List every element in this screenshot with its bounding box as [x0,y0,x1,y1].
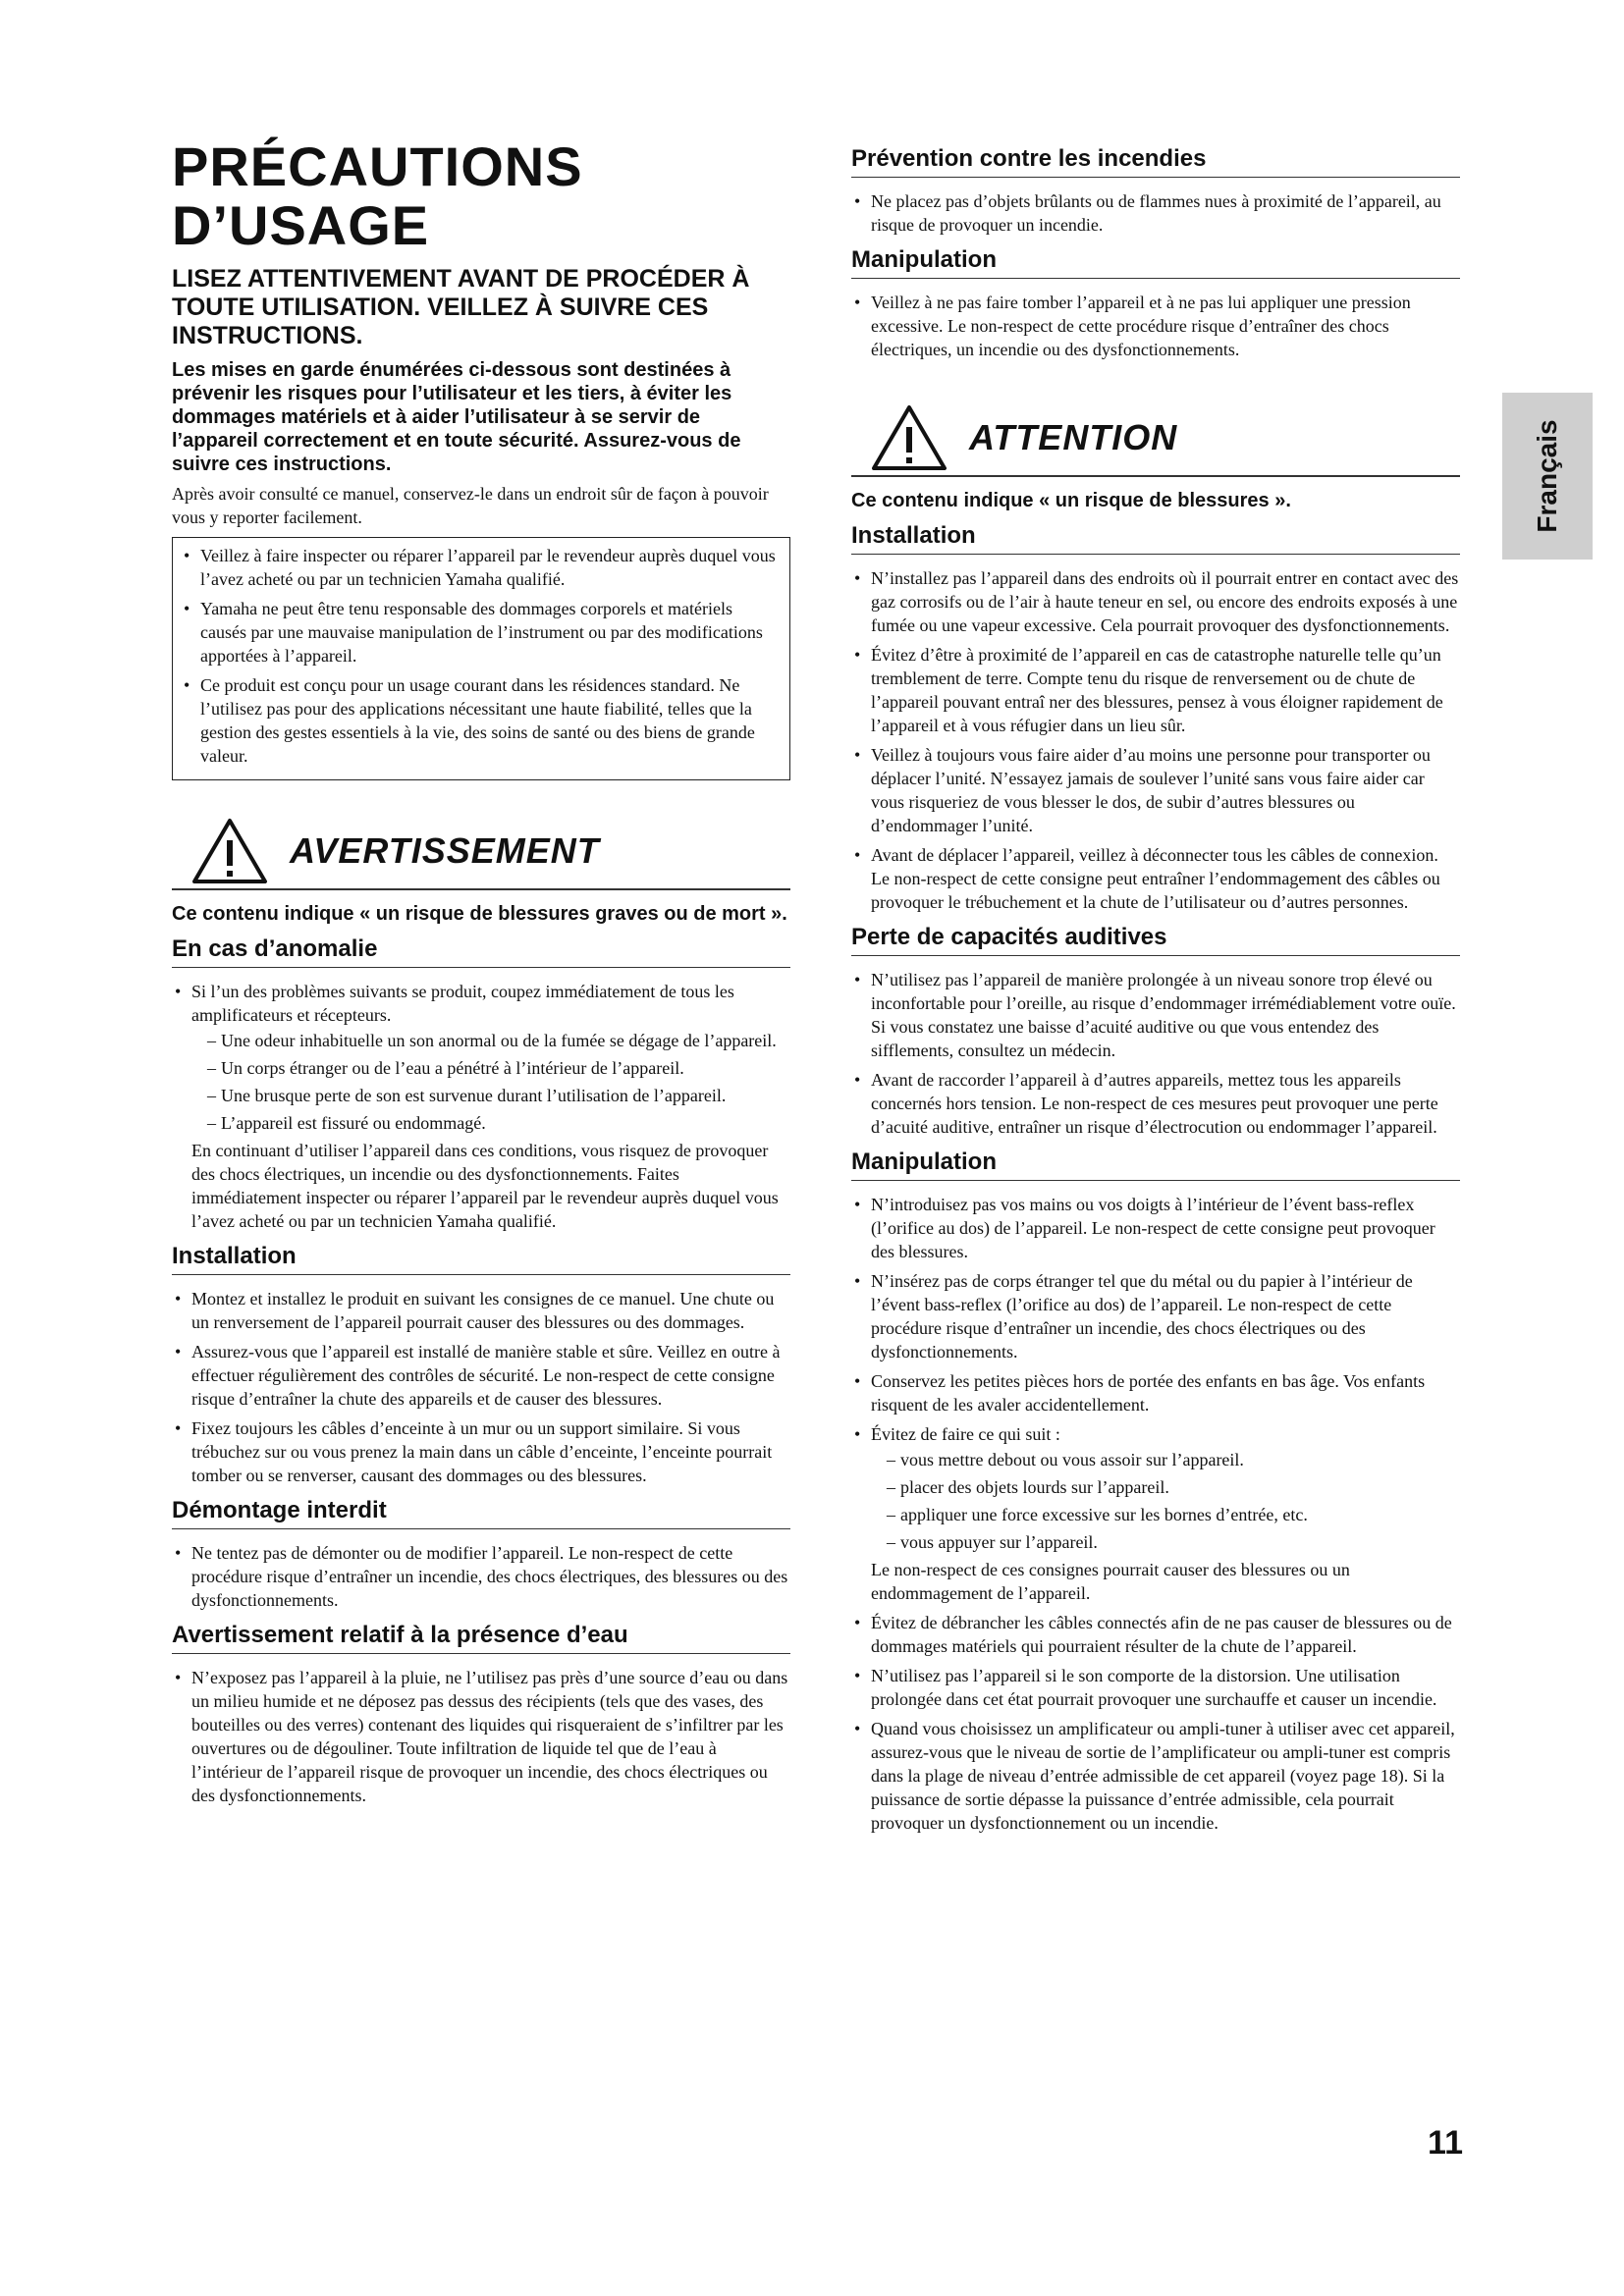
section-heading: En cas d’anomalie [172,935,790,968]
section-heading: Avertissement relatif à la présence d’eau [172,1622,790,1654]
section-heading: Manipulation [851,246,1460,279]
list-item: • Veillez à toujours vous faire aider d’au moins une personne pour transporter ou déplacer l’unité. N’essayez jamais de soulever l’unité sans vous faire aider car vous risqueriez de vous blesser le dos, de subir d’autres blessures ou d’endommager l’unité. [851,743,1460,837]
dash-item: – vous mettre debout ou vous assoir sur l’appareil. [871,1448,1460,1471]
list-item: • N’utilisez pas l’appareil de manière prolongée à un niveau sonore trop élevé ou inconfortable pour l’oreille, au risque d’endommager irrémédiablement votre ouïe. Si vous constatez une baisse d’acuité auditive ou que vous entendez des sifflements, consultez un médecin. [851,968,1460,1062]
dash-item: – L’appareil est fissuré ou endommagé. [191,1111,790,1135]
dash-item: – Une odeur inhabituelle un son anormal ou de la fumée se dégage de l’appareil. [191,1029,790,1052]
info-box [172,537,790,780]
caution-triangle-icon [871,403,947,472]
list-item: • Veillez à ne pas faire tomber l’appareil et à ne pas lui appliquer une pression excessive. Le non-respect de cette procédure risque d’entraîner des chocs électriques, un incendie ou des dysfonctionnements. [851,291,1460,361]
list-item: • Fixez toujours les câbles d’enceinte à un mur ou un support similaire. Si vous trébuchez sur ou vous prenez la main dans un câble d’enceinte, l’enceinte pourrait tomber ou se renverser, causant des dommages ou des blessures. [172,1416,790,1487]
list-item [172,980,790,1233]
list-item: • Avant de déplacer l’appareil, veillez à déconnecter tous les câbles de connexion. Le non-respect de cette consigne peut entraîner l’endommagement des câbles ou provoquer le trébuchement et la chute de l’utilisateur ou d’autres personnes. [851,843,1460,914]
warning-title: AVERTISSEMENT [290,830,600,871]
section-heading: Installation [172,1243,790,1275]
list-item: • Assurez-vous que l’appareil est installé de manière stable et sûre. Veillez en outre à effectuer régulièrement des contrôles de sécurité. Le non-respect de cette consigne risque d’entraîner la chute des appareils et de causer des blessures. [172,1340,790,1411]
list-item: • Avant de raccorder l’appareil à d’autres appareils, mettez tous les appareils concernés hors tension. Le non-respect de ces mesures peut provoquer une perte d’acuité auditive, entraîner un risque d’électrocution ou endommager l’appareil. [851,1068,1460,1139]
page-title: PRÉCAUTIONS D’USAGE [172,135,583,256]
list-item-text: Le non-respect de ces consignes pourrait causer des blessures ou un endommagement de l’appareil. [871,1560,1350,1603]
list-item: • Évitez de débrancher les câbles connectés afin de ne pas causer de blessures ou de dommages matériels qui pourraient résulter de la chute de l’appareil. [851,1611,1460,1658]
section-heading: Manipulation [851,1148,1460,1181]
list-item: • N’introduisez pas vos mains ou vos doigts à l’intérieur de l’évent bass-reflex (l’orifice au dos) de l’appareil. Le non-respect de cette consigne peut provoquer des blessures. [851,1193,1460,1263]
warning-lead: Ce contenu indique « un risque de blessures graves ou de mort ». [172,903,787,925]
list-item: • Quand vous choisissez un amplificateur ou ampli-tuner à utiliser avec cet appareil, assurez-vous que le niveau de sortie de l’amplificateur ou ampli-tuner est compris dans la plage de niveau d’entrée admissible de cet appareil (voyez page 18). Si la puissance de sortie dépasse la puissance d’entrée admissible, cela pourrait provoquer un dysfonctionnement ou un incendie. [851,1717,1460,1835]
left-column [172,137,790,1813]
list-item [851,1422,1460,1605]
list-item: • Ce produit est conçu pour un usage courant dans les résidences standard. Ne l’utilisez pas pour des applications nécessitant une haute fiabilité, telles que la gestion des gestes essentiels à la vie, des soins de santé ou des biens de grande valeur. [181,673,780,768]
list-item: • Conservez les petites pièces hors de portée des enfants en bas âge. Vos enfants risquent de les avaler accidentellement. [851,1369,1460,1416]
warning-header [172,814,790,890]
attention-title: ATTENTION [969,417,1178,457]
list-item: • Évitez d’être à proximité de l’appareil en cas de catastrophe naturelle telle qu’un tremblement de terre. Compte tenu du risque de renversement ou de chute de l’appareil pouvant entraî ner des blessures, pensez à vous éloigner rapidement de l’appareil et à vous réfugier dans un lieu sûr. [851,643,1460,737]
list-item: • N’utilisez pas l’appareil si le son comporte de la distorsion. Une utilisation prolongée dans cet état pourrait provoquer une surchauffe et causer un incendie. [851,1664,1460,1711]
page-number: 11 [1428,2124,1463,2162]
subtitle: LISEZ ATTENTIVEMENT AVANT DE PROCÉDER À TOUTE UTILISATION. VEILLEZ À SUIVRE CES INSTRUCTIONS. [172,265,750,349]
list-item: • Yamaha ne peut être tenu responsable des dommages corporels et matériels causés par une mauvaise manipulation de l’instrument ou par des modifications apportées à l’appareil. [181,597,780,667]
language-tab [1502,393,1593,560]
attention-header [851,400,1460,477]
section-heading: Installation [851,522,1460,555]
list-item: • N’insérez pas de corps étranger tel que du métal ou du papier à l’intérieur de l’évent bass-reflex (l’orifice au dos) de l’appareil. Le non-respect de cette procédure risque d’entraîner un incendie, des chocs électriques ou des dysfonctionnements. [851,1269,1460,1363]
dash-item: – Un corps étranger ou de l’eau a pénétré à l’intérieur de l’appareil. [191,1056,790,1080]
list-item-text: En continuant d’utiliser l’appareil dans ces conditions, vous risquez de provoquer des chocs électriques, un incendie ou des dysfonctionnements. Faites immédiatement inspecter ou réparer l’appareil par le revendeur auprès duquel vous l’avez acheté ou par un technicien Yamaha qualifié. [191,1141,779,1231]
list-item-text: Évitez de faire ce qui suit : [871,1424,1060,1444]
list-item: • Ne placez pas d’objets brûlants ou de flammes nues à proximité de l’appareil, au risque de provoquer un incendie. [851,189,1460,237]
right-column [851,137,1460,1841]
intro-text: Les mises en garde énumérées ci-dessous sont destinées à prévenir les risques pour l’utilisateur et les tiers, à éviter les dommages matériels et à aider l’utilisateur à se servir de l’appareil correctement et en toute sécurité. Assurez-vous de suivre ces instructions. [172,359,741,475]
dash-item: – Une brusque perte de son est survenue durant l’utilisation de l’appareil. [191,1084,790,1107]
list-item-text: Si l’un des problèmes suivants se produit, coupez immédiatement de tous les amplificateurs et récepteurs. [191,982,734,1025]
warning-triangle-icon [191,817,268,885]
dash-item: – placer des objets lourds sur l’appareil. [871,1475,1460,1499]
list-item: • Veillez à faire inspecter ou réparer l’appareil par le revendeur auprès duquel vous l’avez acheté ou par un technicien Yamaha qualifié. [181,544,780,591]
keep-manual-note: Après avoir consulté ce manuel, conservez-le dans un endroit sûr de façon à pouvoir vous y reporter facilement. [172,484,769,527]
section-heading: Démontage interdit [172,1497,790,1529]
section-heading: Perte de capacités auditives [851,924,1460,956]
list-item: • N’installez pas l’appareil dans des endroits où il pourrait entrer en contact avec des gaz corrosifs ou de l’air à haute teneur en sel, ou encore des endroits exposés à une fumée ou une vapeur excessive. Cela pourrait provoquer des dysfonctionnements. [851,566,1460,637]
list-item: • Montez et installez le produit en suivant les consignes de ce manuel. Une chute ou un renversement de l’appareil pourrait causer des blessures ou des dommages. [172,1287,790,1334]
list-item: • N’exposez pas l’appareil à la pluie, ne l’utilisez pas près d’une source d’eau ou dans un milieu humide et ne déposez pas dessus des récipients (tels que des vases, des bouteilles ou des verres) contenant des liquides qui risqueraient de s’infiltrer par les ouvertures ou de dégouliner. Toute infiltration de liquide tel que de l’eau à l’intérieur de l’appareil risque de provoquer un incendie, des chocs électriques ou des dysfonctionnements. [172,1666,790,1807]
dash-item: – appliquer une force excessive sur les bornes d’entrée, etc. [871,1503,1460,1526]
list-item: • Ne tentez pas de démonter ou de modifier l’appareil. Le non-respect de cette procédure risque d’entraîner un incendie, des chocs électriques, des blessures ou des dysfonctionnements. [172,1541,790,1612]
dash-item: – vous appuyer sur l’appareil. [871,1530,1460,1554]
section-heading: Prévention contre les incendies [851,145,1460,178]
language-tab-label: Français [1532,419,1562,533]
attention-lead: Ce contenu indique « un risque de blessures ». [851,490,1291,511]
